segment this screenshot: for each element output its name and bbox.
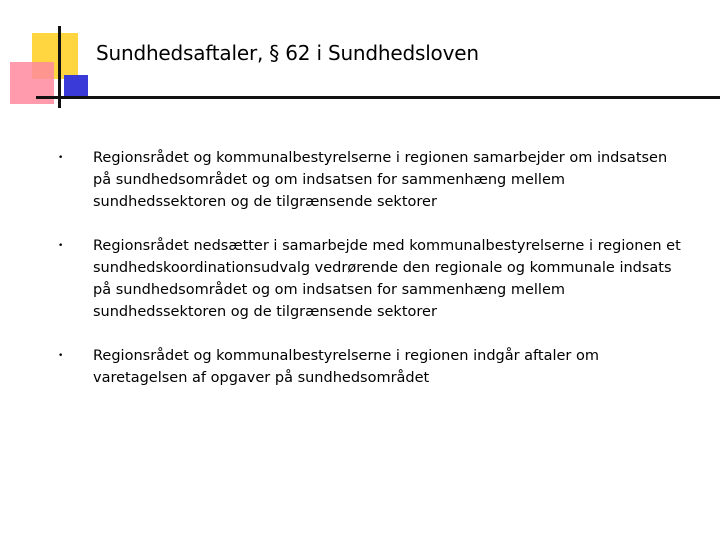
bullet-line: Regionsrådet og kommunalbestyrelserne i regionen indgår aftaler om [93, 348, 599, 364]
bullet-dot-icon: • [58, 351, 64, 361]
bullet-line: sundhedskoordinationsudvalg vedrørende den regionale og kommunale indsats [93, 260, 672, 276]
bullet-dot-icon: • [58, 241, 64, 251]
bullet-line: på sundhedsområdet og om indsatsen for sammenhæng mellem [93, 282, 566, 298]
bullet-line: Regionsrådet og kommunalbestyrelserne i regionen samarbejder om indsatsen [93, 150, 668, 166]
bullet-item [58, 147, 698, 213]
bullet-line: Regionsrådet nedsætter i samarbejde med kommunalbestyrelserne i regionen et [93, 238, 681, 254]
bullet-line: sundhedssektoren og de tilgrænsende sektorer [93, 194, 437, 210]
bullet-list [58, 147, 698, 411]
bullet-line: sundhedssektoren og de tilgrænsende sektorer [93, 304, 437, 320]
bullet-line: varetagelsen af opgaver på sundhedsområdet [93, 370, 430, 386]
decorative-blue-square [64, 75, 88, 97]
bullet-item [58, 345, 698, 389]
decorative-horizontal-rule [36, 96, 720, 99]
slide-title: Sundhedsaftaler, § 62 i Sundhedsloven [96, 41, 479, 65]
bullet-line: på sundhedsområdet og om indsatsen for sammenhæng mellem [93, 172, 566, 188]
bullet-item [58, 235, 698, 323]
bullet-dot-icon: • [58, 153, 64, 163]
